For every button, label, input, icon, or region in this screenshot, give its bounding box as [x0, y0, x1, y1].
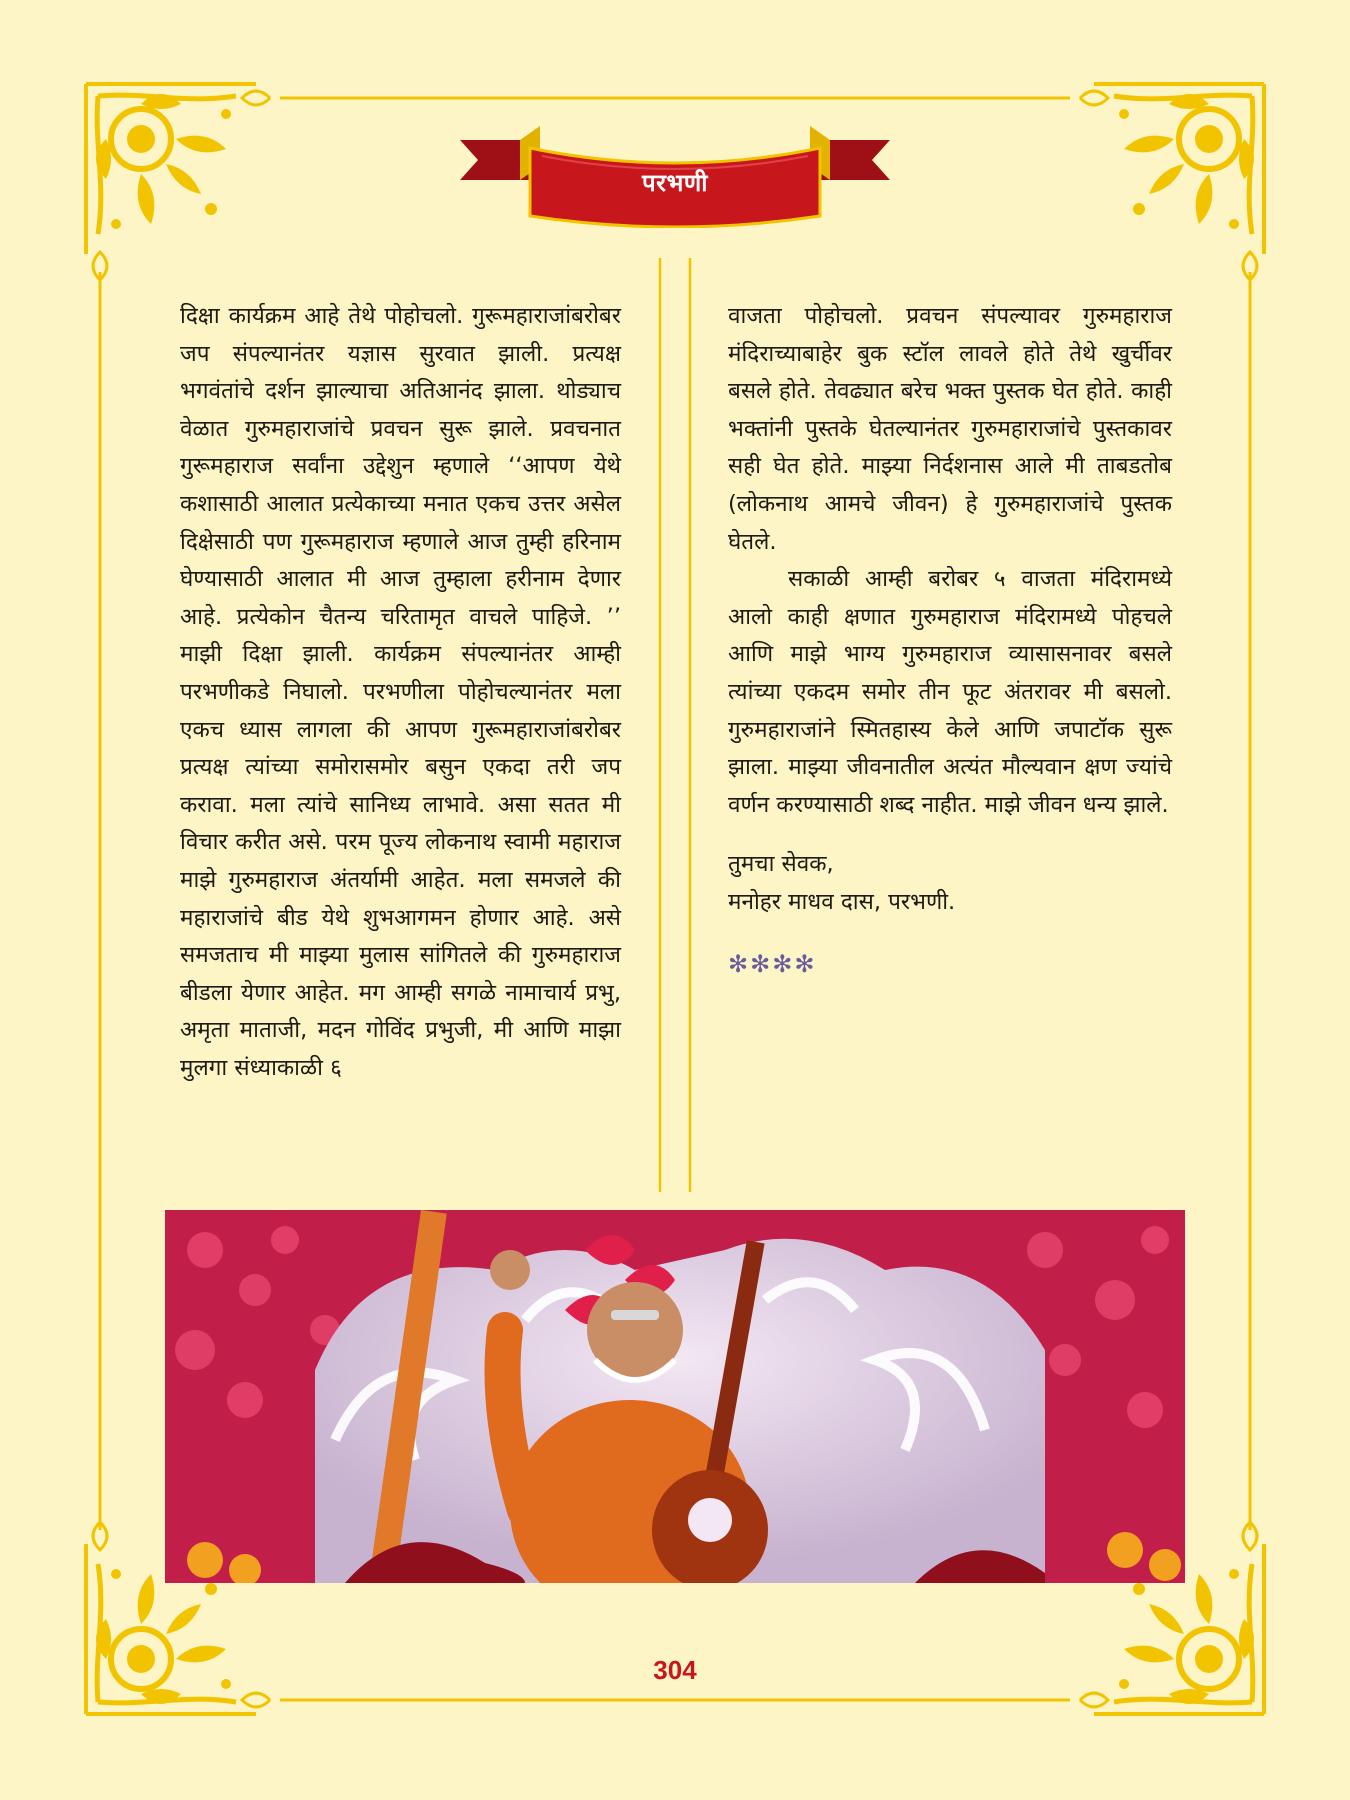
left-column: [180, 298, 621, 1087]
spacer: [728, 824, 1172, 846]
sign-off: तुमचा सेवक,: [728, 851, 834, 878]
page-title: परभणी: [642, 169, 708, 197]
right-column: [728, 298, 1172, 983]
right-paragraph-1: वाजता पोहोचलो. प्रवचन संपल्यावर गुरुमहाराज मंदिराच्याबाहेर बुक स्टॉल लावले होते तेथे खुर्चीवर बसले होते. तेवढ्यात बरेच भक्त पुस्तक घेत होते. काही भक्तांनी पुस्तके घेतल्यानंतर गुरुमहाराजांचे पुस्तकावर सही घेत होते. माझ्या निर्दशनास आले मी ताबडतोब (लोकनाथ आमचे जीवन) हे गुरुमहाराजांचे पुस्तक घेतले.: [728, 303, 1172, 555]
right-paragraph-2: सकाळी आम्ही बरोबर ५ वाजता मंदिरामध्ये आलो काही क्षणात गुरुमहाराज मंदिरामध्ये पोहचले आणि माझे भाग्य गुरुमहाराज व्यासासनावर बसले त्यांच्या एकदम समोर तीन फूट अंतरावर मी बसलो. गुरुमहाराजांने स्मितहास्य केले आणि जपाटॉक सुरू झाला. माझ्या जीवनातील अत्यंत मौल्यवान क्षण ज्यांचे वर्णन करण्यासाठी शब्द नाहीत. माझे जीवन धन्य झाले.: [728, 566, 1172, 818]
author-name: मनोहर माधव दास, परभणी.: [728, 888, 956, 915]
photo-guru-playing-tanpura: [165, 1210, 1185, 1583]
title-ribbon: [460, 118, 890, 228]
page-number: 304: [653, 1655, 697, 1685]
section-end-stars: ✻✻✻✻: [728, 949, 817, 978]
left-column-text: दिक्षा कार्यक्रम आहे तेथे पोहोचलो. गुरूमहाराजांबरोबर जप संपल्यानंतर यज्ञास सुरवात झाली. प्रत्यक्ष भगवंतांचे दर्शन झाल्याचा अतिआनंद झाला. थोड्याच वेळात गुरुमहाराजांचे प्रवचन सुरू झाले. प्रवचनात गुरूमहाराज सर्वांना उद्देशुन म्हणाले ‘‘आपण येथे कशासाठी आलात प्रत्येकाच्या मनात एकच उत्तर असेल दिक्षेसाठी पण गुरूमहाराज म्हणाले आज तुम्ही हरिनाम घेण्यासाठी आलात मी आज तुम्हाला हरीनाम देणार आहे. प्रत्येकोन चैतन्य चरितामृत वाचले पाहिजे. ’’ माझी दिक्षा झाली. कार्यक्रम संपल्यानंतर आम्ही परभणीकडे निघालो. परभणीला पोहोचल्यानंतर मला एकच ध्यास लागला की आपण गुरूमहाराजांबरोबर प्रत्यक्ष त्यांच्या समोरासमोर बसुन एकदा तरी जप करावा. मला त्यांचे सानिध्य लाभावे. असा सतत मी विचार करीत असे. परम पूज्य लोकनाथ स्वामी महाराज माझे गुरुमहाराज अंतर्यामी आहेत. मला समजले की महाराजांचे बीड येथे शुभआगमन होणार आहे. असे समजताच मी माझ्या मुलास सांगितले की गुरुमहाराज बीडला येणार आहेत. मग आम्ही सगळे नामाचार्य प्रभु, अमृता माताजी, मदन गोविंद प्रभुजी, मी आणि माझा मुलगा संध्याकाळी ६: [180, 303, 621, 1081]
